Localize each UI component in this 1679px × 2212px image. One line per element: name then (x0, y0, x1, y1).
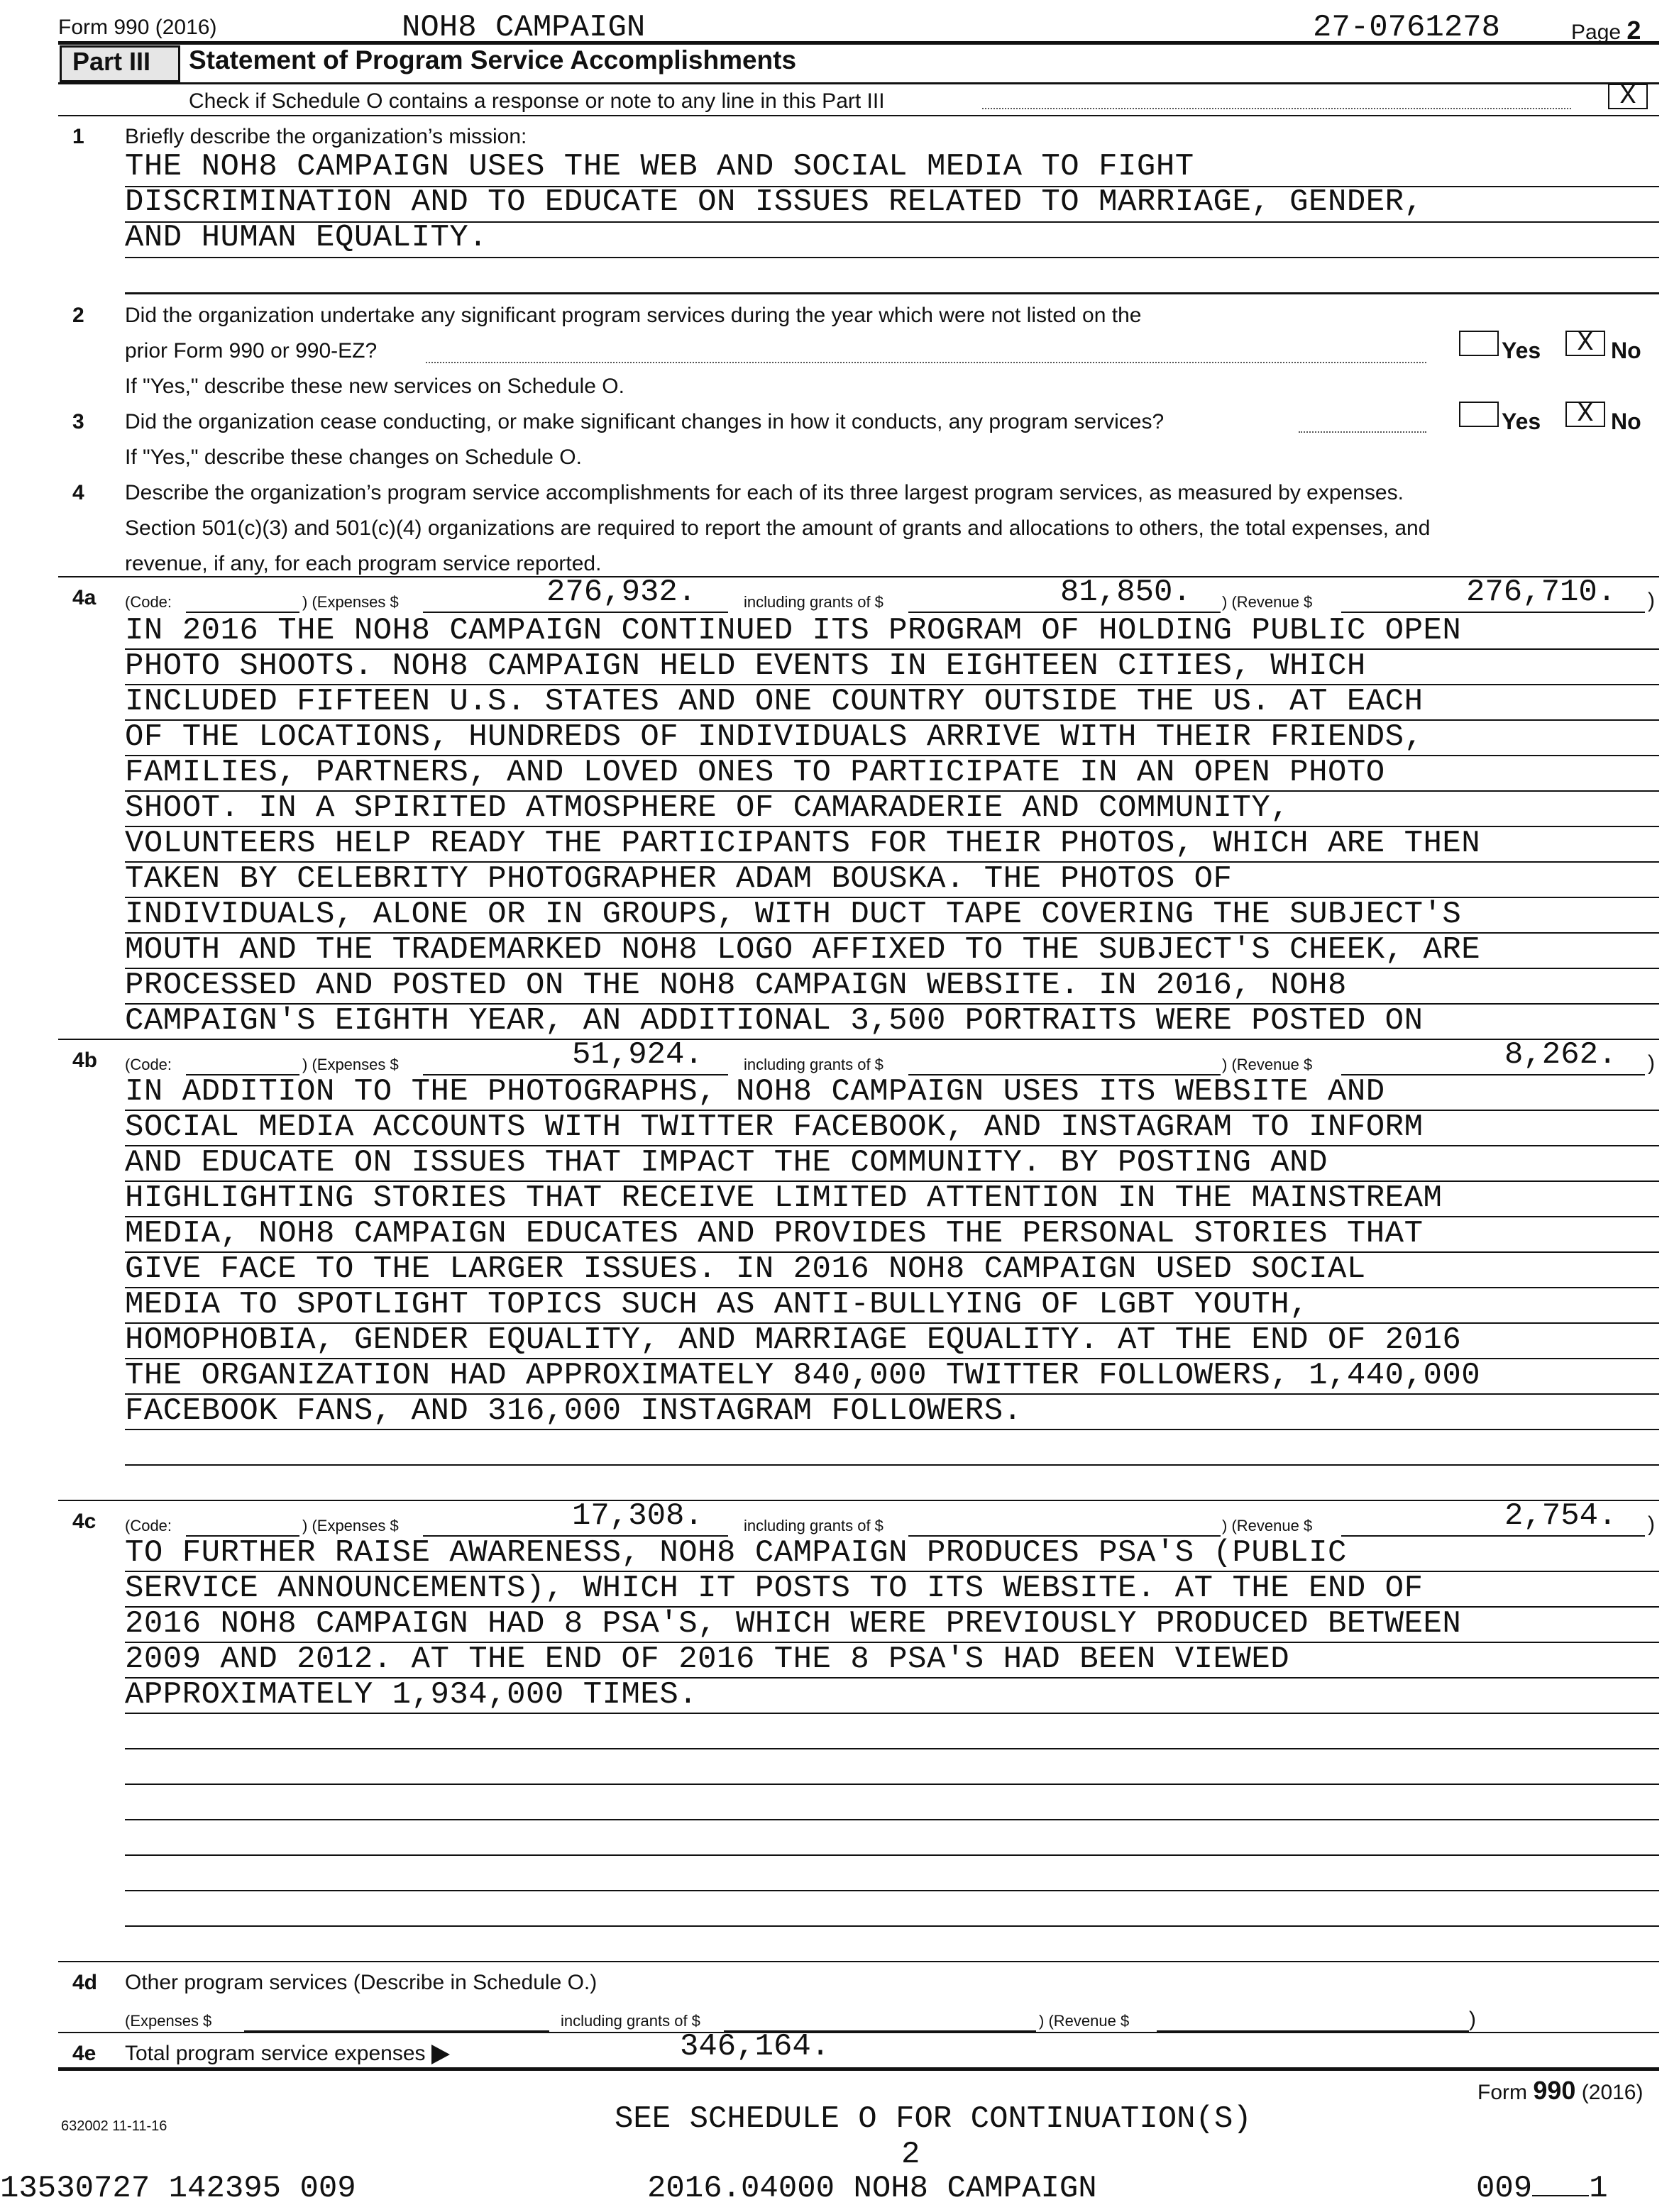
line3-note: If "Yes," describe these changes on Schedule O. (125, 446, 582, 469)
program-text-line: IN 2016 THE NOH8 CAMPAIGN CONTINUED ITS PROGRAM OF HOLDING PUBLIC OPEN (125, 613, 1462, 648)
grants-label: including grants of $ (744, 1056, 883, 1073)
line2-question: Did the organization undertake any significant program services during the year which were not listed on the (125, 304, 1142, 327)
rule (58, 576, 1659, 577)
rule (125, 257, 1659, 258)
line-num: 1 (72, 125, 84, 148)
org-name: NOH8 CAMPAIGN (402, 10, 646, 45)
program-text-line: THE ORGANIZATION HAD APPROXIMATELY 840,000 TWITTER FOLLOWERS, 1,440,000 (125, 1358, 1481, 1393)
line3-yes-label: Yes (1502, 409, 1541, 434)
line2-yes-checkbox[interactable] (1459, 331, 1499, 356)
revenue-label: ) (Revenue $ (1222, 593, 1313, 611)
ein: 27-0761278 (1313, 10, 1501, 45)
program-text-line: PHOTO SHOOTS. NOH8 CAMPAIGN HELD EVENTS IN EIGHTEEN CITIES, WHICH (125, 648, 1366, 684)
line2-yes-label: Yes (1502, 338, 1541, 363)
line2-note: If "Yes," describe these new services on Schedule O. (125, 375, 624, 398)
rule (125, 1713, 1659, 1714)
close-paren: ) (1648, 1051, 1655, 1075)
rule (58, 2032, 1659, 2033)
form-id: Form 990 (2016) (58, 16, 217, 39)
line4-instructions: Section 501(c)(3) and 501(c)(4) organizations are required to report the amount of grants and allocations to others, the total expenses, and (125, 516, 1431, 540)
grants-label: including grants of $ (744, 1517, 883, 1534)
program-text-line: FAMILIES, PARTNERS, AND LOVED ONES TO PARTICIPATE IN AN OPEN PHOTO (125, 755, 1385, 790)
code-label: (Code: (125, 1517, 172, 1534)
program-text-line: PROCESSED AND POSTED ON THE NOH8 CAMPAIGN WEBSITE. IN 2016, NOH8 (125, 968, 1347, 1003)
program-text-line: MEDIA TO SPOTLIGHT TOPICS SUCH AS ANTI-BULLYING OF LGBT YOUTH, (125, 1287, 1309, 1322)
revenue-label: ) (Revenue $ (1222, 1517, 1313, 1534)
program-text-line: 2009 AND 2012. AT THE END OF 2016 THE 8 PSA'S HAD BEEN VIEWED (125, 1642, 1290, 1677)
revenue-label: ) (Revenue $ (1222, 1056, 1313, 1073)
line-num: 4c (72, 1510, 97, 1533)
footer-page-number: 2 (901, 2137, 920, 2172)
leader-dots (1299, 431, 1426, 433)
mission-line: THE NOH8 CAMPAIGN USES THE WEB AND SOCIAL MEDIA TO FIGHT (125, 149, 1194, 184)
line2-no-checkbox[interactable]: X (1565, 331, 1605, 356)
rule (125, 1429, 1659, 1430)
line-num: 4a (72, 586, 97, 609)
revenue-value: 2,754. (1504, 1498, 1617, 1534)
revenue-field[interactable] (1341, 1074, 1645, 1075)
rule (125, 1819, 1659, 1820)
rule (58, 1500, 1659, 1501)
revenue-field[interactable] (1341, 1535, 1645, 1537)
leader-dots (426, 362, 1426, 363)
footer-center-id: 2016.04000 NOH8 CAMPAIGN (647, 2171, 1097, 2206)
line3-question: Did the organization cease conducting, or make significant changes in how it conducts, any program services? (125, 410, 1165, 433)
program-text-line: SOCIAL MEDIA ACCOUNTS WITH TWITTER FACEBOOK, AND INSTAGRAM TO INFORM (125, 1110, 1424, 1145)
expenses-label: ) (Expenses $ (302, 1517, 399, 1534)
header-rule (58, 41, 1659, 45)
program-text-line: CAMPAIGN'S EIGHTH YEAR, AN ADDITIONAL 3,500 PORTRAITS WERE POSTED ON (125, 1003, 1424, 1039)
line-num: 2 (72, 304, 84, 327)
footer-left-id: 13530727 142395 009 (0, 2171, 356, 2206)
line-num: 4 (72, 481, 84, 504)
line4d-text: Other program services (Describe in Schedule O.) (125, 1971, 598, 1994)
footer-form-number: 990 (1533, 2076, 1576, 2105)
footer-form-label (1477, 2076, 1643, 2106)
program-text-line: INCLUDED FIFTEEN U.S. STATES AND ONE COUNTRY OUTSIDE THE US. AT EACH (125, 684, 1424, 719)
program-text-line: SHOOT. IN A SPIRITED ATMOSPHERE OF CAMARADERIE AND COMMUNITY, (125, 790, 1290, 826)
rule (125, 1748, 1659, 1749)
expenses-label: ) (Expenses $ (302, 593, 399, 611)
part-label: Part III (72, 47, 151, 76)
part-title: Statement of Program Service Accomplishments (189, 45, 797, 74)
mission-line: DISCRIMINATION AND TO EDUCATE ON ISSUES RELATED TO MARRIAGE, GENDER, (125, 184, 1424, 220)
rule (125, 1854, 1659, 1856)
footer-form-year: (2016) (1581, 2081, 1644, 2104)
line4-instructions: revenue, if any, for each program service reported. (125, 552, 602, 575)
program-text-line: TO FURTHER RAISE AWARENESS, NOH8 CAMPAIGN PRODUCES PSA'S (PUBLIC (125, 1535, 1347, 1571)
close-paren: ) (1648, 589, 1655, 612)
page-number: 2 (1626, 16, 1641, 45)
program-text-line: IN ADDITION TO THE PHOTOGRAPHS, NOH8 CAMPAIGN USES ITS WEBSITE AND (125, 1074, 1385, 1110)
program-text-line: AND EDUCATE ON ISSUES THAT IMPACT THE COMMUNITY. BY POSTING AND (125, 1145, 1328, 1180)
grants-label: including grants of $ (744, 593, 883, 611)
line4-instructions: Describe the organization’s program service accomplishments for each of its three largest program services, as measured by expenses. (125, 481, 1404, 504)
arrow-right-icon (431, 2045, 450, 2064)
line4d-revenue-label: ) (Revenue $ (1039, 2012, 1130, 2030)
line-num: 4b (72, 1049, 98, 1072)
program-text-line: HOMOPHOBIA, GENDER EQUALITY, AND MARRIAGE EQUALITY. AT THE END OF 2016 (125, 1322, 1462, 1358)
footer-right-id-b: 1 (1589, 2171, 1608, 2206)
program-text-line: HIGHLIGHTING STORIES THAT RECEIVE LIMITED ATTENTION IN THE MAINSTREAM (125, 1180, 1443, 1216)
expenses-label: ) (Expenses $ (302, 1056, 399, 1073)
close-paren: ) (1469, 2008, 1476, 2031)
leader-dots (982, 108, 1571, 109)
schedule-o-check-text: Check if Schedule O contains a response or note to any line in this Part III (189, 89, 885, 113)
grants-value: 81,850. (1060, 575, 1191, 610)
total-expenses-label-text: Total program service expenses (125, 2042, 426, 2065)
form-code: 632002 11-11-16 (61, 2118, 167, 2134)
program-text-line: FACEBOOK FANS, AND 316,000 INSTAGRAM FOLLOWERS. (125, 1393, 1023, 1429)
program-text-line: INDIVIDUALS, ALONE OR IN GROUPS, WITH DUCT TAPE COVERING THE SUBJECT'S (125, 897, 1462, 932)
rule (125, 1464, 1659, 1466)
expenses-value: 51,924. (572, 1037, 703, 1073)
line-num: 3 (72, 410, 84, 433)
expenses-value: 17,308. (572, 1498, 703, 1534)
program-text-line: 2016 NOH8 CAMPAIGN HAD 8 PSA'S, WHICH WERE PREVIOUSLY PRODUCED BETWEEN (125, 1606, 1462, 1642)
line2-question-cont: prior Form 990 or 990-EZ? (125, 339, 378, 363)
rule (125, 292, 1659, 294)
revenue-value: 276,710. (1466, 575, 1617, 610)
program-text-line: OF THE LOCATIONS, HUNDREDS OF INDIVIDUALS ARRIVE WITH THEIR FRIENDS, (125, 719, 1424, 755)
mission-line: AND HUMAN EQUALITY. (125, 220, 488, 255)
line3-yes-checkbox[interactable] (1459, 402, 1499, 427)
line-num: 4d (72, 1971, 98, 1994)
rule (58, 1961, 1659, 1962)
part-rule (58, 82, 1659, 84)
total-expenses-label (125, 2042, 450, 2066)
program-text-line: APPROXIMATELY 1,934,000 TIMES. (125, 1677, 698, 1713)
rule (125, 1925, 1659, 1927)
program-text-line: VOLUNTEERS HELP READY THE PARTICIPANTS FOR THEIR PHOTOS, WHICH ARE THEN (125, 826, 1481, 861)
footer-form-word: Form (1477, 2081, 1527, 2104)
line4d-grants-label: including grants of $ (561, 2012, 700, 2030)
program-text-line: GIVE FACE TO THE LARGER ISSUES. IN 2016 NOH8 CAMPAIGN USED SOCIAL (125, 1251, 1366, 1287)
total-expenses-value: 346,164. (680, 2029, 830, 2064)
rule (125, 1890, 1659, 1891)
expenses-value: 276,932. (546, 575, 697, 610)
line4d-expenses-label: (Expenses $ (125, 2012, 212, 2030)
line3-no-label: No (1611, 409, 1641, 434)
program-text-line: MOUTH AND THE TRADEMARKED NOH8 LOGO AFFIXED TO THE SUBJECT'S CHEEK, ARE (125, 932, 1481, 968)
code-label: (Code: (125, 593, 172, 611)
form-bottom-rule (58, 2067, 1659, 2071)
program-text-line: TAKEN BY CELEBRITY PHOTOGRAPHER ADAM BOUSKA. THE PHOTOS OF (125, 861, 1233, 897)
program-text-line: SERVICE ANNOUNCEMENTS), WHICH IT POSTS TO ITS WEBSITE. AT THE END OF (125, 1571, 1424, 1606)
program-text-line: MEDIA, NOH8 CAMPAIGN EDUCATES AND PROVIDES THE PERSONAL STORIES THAT (125, 1216, 1424, 1251)
continuation-note: SEE SCHEDULE O FOR CONTINUATION(S) (615, 2101, 1252, 2137)
rule (125, 1784, 1659, 1785)
footer-right-id-blank (1532, 2174, 1589, 2196)
line3-no-checkbox[interactable]: X (1565, 402, 1605, 427)
line2-no-label: No (1611, 338, 1641, 363)
mission-prompt: Briefly describe the organization’s mission: (125, 125, 527, 148)
revenue-value: 8,262. (1504, 1037, 1617, 1073)
code-label: (Code: (125, 1056, 172, 1073)
page-label-text: Page (1571, 21, 1622, 44)
schedule-o-checkbox[interactable]: X (1608, 84, 1648, 109)
rule (58, 1039, 1659, 1040)
line-num: 4e (72, 2042, 97, 2065)
close-paren: ) (1648, 1513, 1655, 1536)
footer-right-id-a: 009 (1476, 2171, 1533, 2206)
footer-right-id (1476, 2171, 1608, 2206)
rule (58, 115, 1659, 116)
